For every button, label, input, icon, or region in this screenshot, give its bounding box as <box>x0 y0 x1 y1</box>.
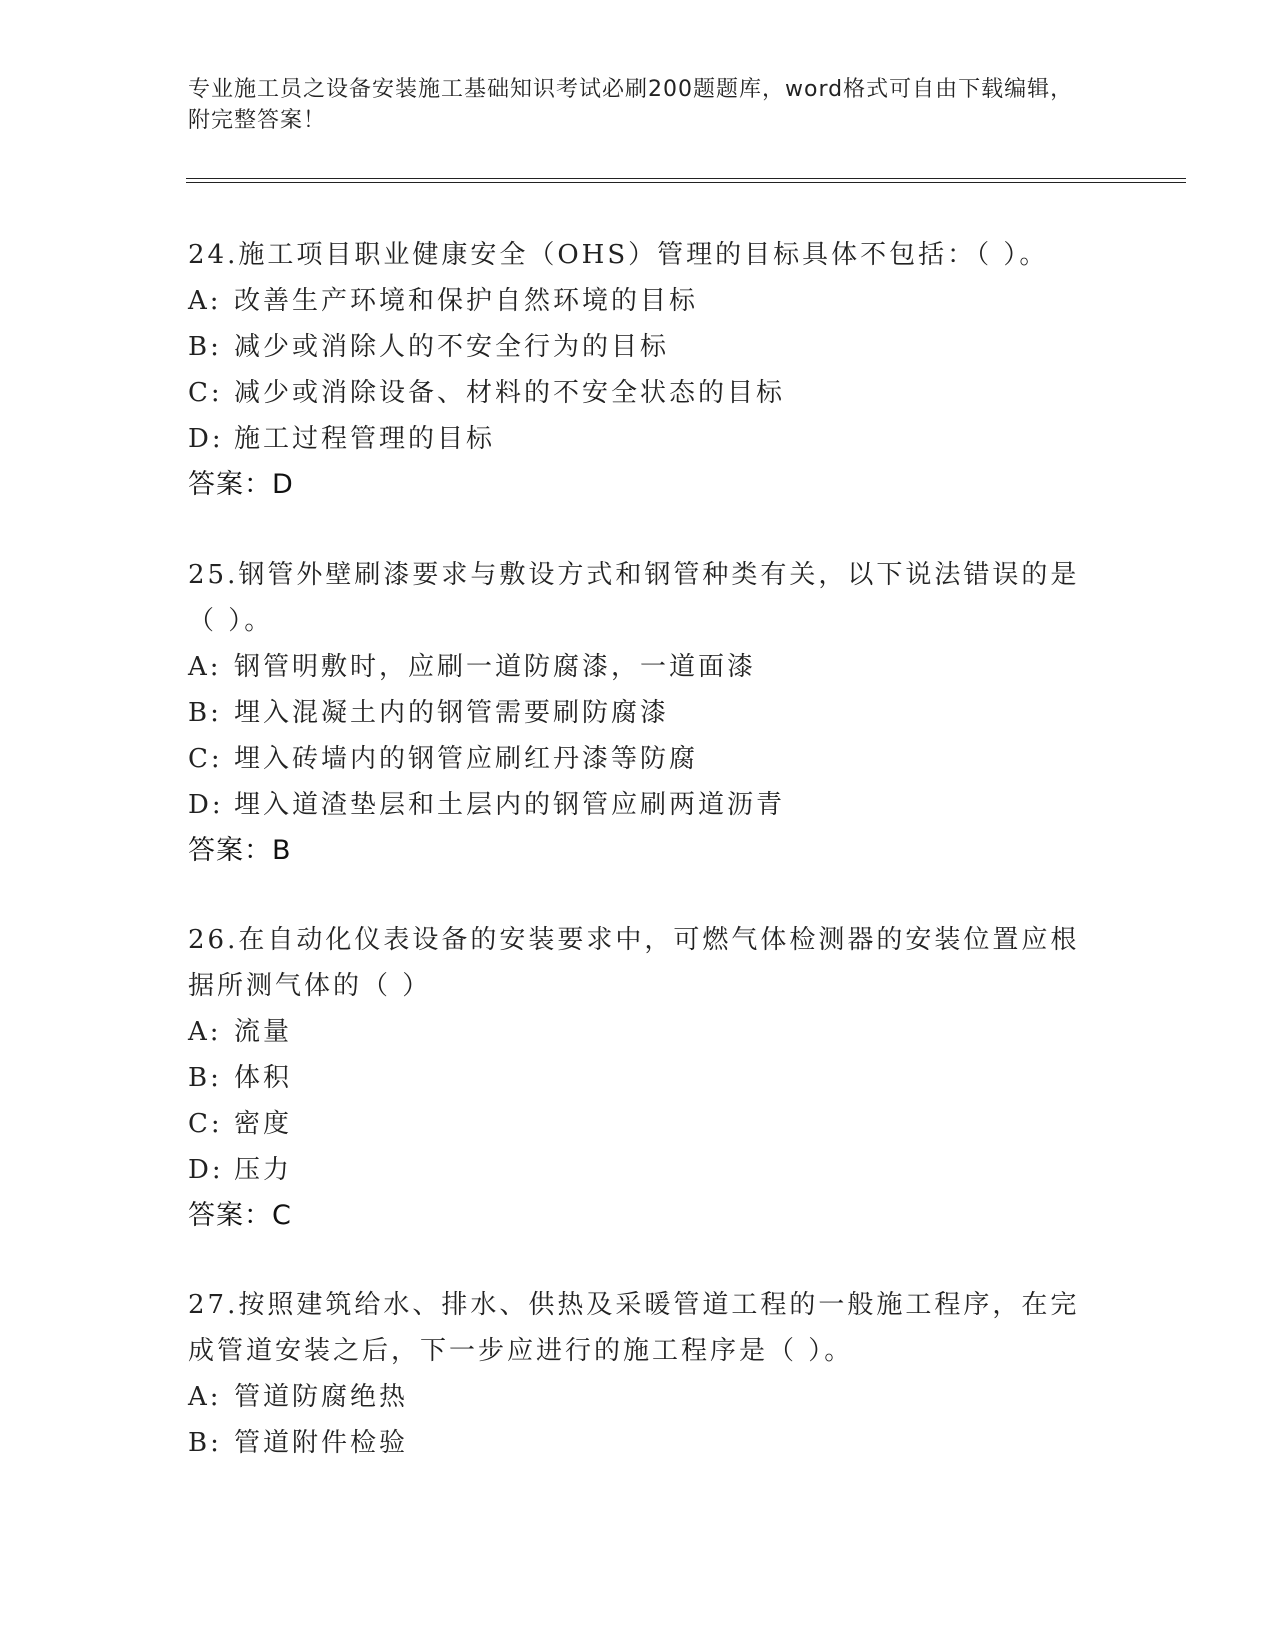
question-stem: 24.施工项目职业健康安全（OHS）管理的目标具体不包括：（ ）。 <box>188 240 1049 270</box>
option-text: 施工过程管理的目标 <box>234 424 496 454</box>
option-letter: A: <box>188 286 222 316</box>
option-letter: A: <box>188 652 222 682</box>
option-text: 减少或消除人的不安全行为的目标 <box>234 332 670 362</box>
option-text: 埋入砖墙内的钢管应刷红丹漆等防腐 <box>234 744 699 774</box>
option-c <box>188 370 1088 416</box>
option-letter: D: <box>188 790 224 820</box>
option-text: 钢管明敷时，应刷一道防腐漆，一道面漆 <box>234 652 757 682</box>
option-c <box>188 1101 1088 1147</box>
option-d <box>188 416 1088 462</box>
question-stem: 26.在自动化仪表设备的安装要求中，可燃气体检测器的安装位置应根据所测气体的（ ） <box>188 925 1080 1001</box>
question-27 <box>188 1282 1088 1466</box>
option-a <box>188 278 1088 324</box>
option-b <box>188 1055 1088 1101</box>
answer-label: 答案：C <box>188 1200 292 1231</box>
option-d <box>188 782 1088 828</box>
answer-label: 答案：D <box>188 469 294 500</box>
question-stem: 27.按照建筑给水、排水、供热及采暖管道工程的一般施工程序，在完成管道安装之后，下一步应进行的施工程序是（ ）。 <box>188 1290 1080 1366</box>
header-divider-top <box>186 178 1186 179</box>
option-text: 压力 <box>234 1155 293 1185</box>
option-text: 管道防腐绝热 <box>234 1382 409 1412</box>
option-text: 改善生产环境和保护自然环境的目标 <box>234 286 699 316</box>
option-a <box>188 1009 1088 1055</box>
option-letter: C: <box>188 1109 223 1139</box>
question-25 <box>188 552 1088 874</box>
option-letter: B: <box>188 332 222 362</box>
option-a <box>188 1374 1088 1420</box>
option-letter: A: <box>188 1017 222 1047</box>
document-header: 专业施工员之设备安装施工基础知识考试必刷200题题库，word格式可自由下载编辑，附完整答案！ <box>188 77 1074 133</box>
header-divider-bottom <box>186 182 1186 183</box>
option-d <box>188 1147 1088 1193</box>
question-24 <box>188 232 1088 508</box>
option-letter: B: <box>188 1063 222 1093</box>
option-a <box>188 644 1088 690</box>
answer-label: 答案：B <box>188 835 292 866</box>
option-text: 埋入混凝土内的钢管需要刷防腐漆 <box>234 698 670 728</box>
question-stem: 25.钢管外壁刷漆要求与敷设方式和钢管种类有关，以下说法错误的是（ ）。 <box>188 560 1080 636</box>
option-text: 管道附件检验 <box>234 1428 409 1458</box>
option-letter: A: <box>188 1382 222 1412</box>
option-letter: B: <box>188 1428 222 1458</box>
option-c <box>188 736 1088 782</box>
option-b <box>188 324 1088 370</box>
option-letter: C: <box>188 378 223 408</box>
option-text: 体积 <box>234 1063 293 1093</box>
option-letter: D: <box>188 424 224 454</box>
option-text: 密度 <box>234 1109 293 1139</box>
option-b <box>188 690 1088 736</box>
option-text: 减少或消除设备、材料的不安全状态的目标 <box>234 378 786 408</box>
option-text: 流量 <box>234 1017 293 1047</box>
option-text: 埋入道渣垫层和土层内的钢管应刷两道沥青 <box>234 790 786 820</box>
option-letter: C: <box>188 744 223 774</box>
option-b <box>188 1420 1088 1466</box>
option-letter: D: <box>188 1155 224 1185</box>
question-26 <box>188 917 1088 1239</box>
option-letter: B: <box>188 698 222 728</box>
